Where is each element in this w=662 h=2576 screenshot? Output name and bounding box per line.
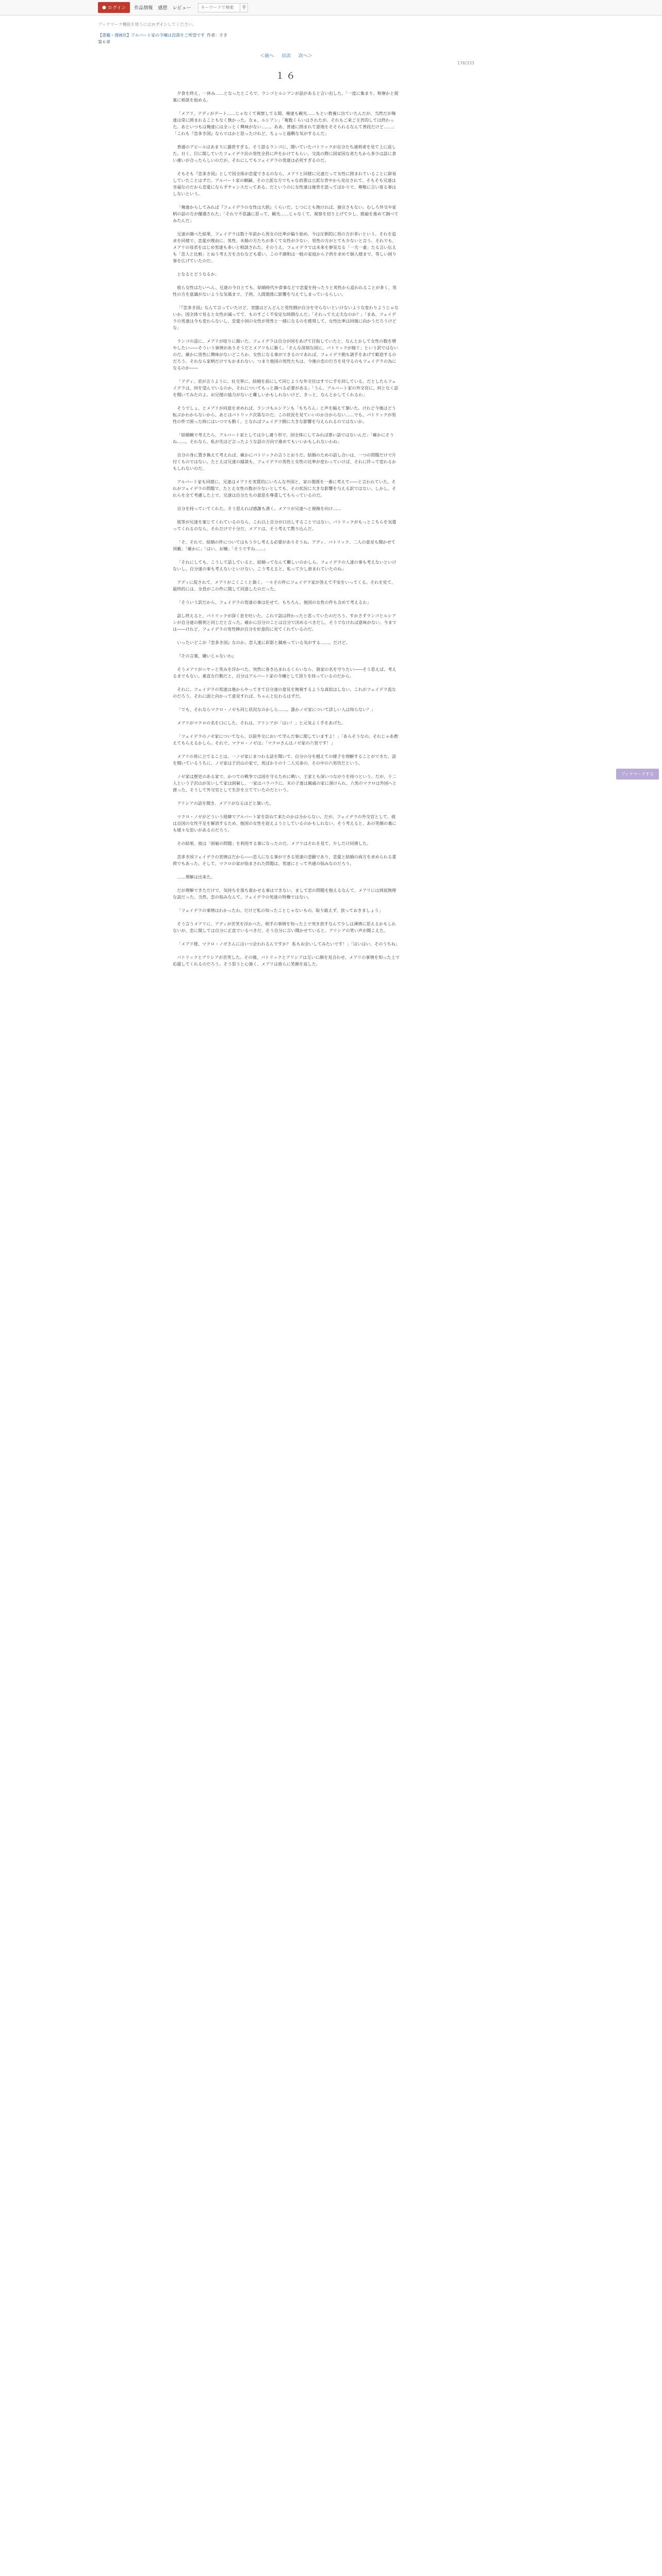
next-link[interactable]: 次へ＞ <box>298 54 312 59</box>
nav-item-work-info[interactable]: 作品情報 <box>134 6 153 11</box>
novel-paragraph: メアリの皆に立てることは、一ノゼ家にまつわる話を聞いて、自分の分を越えての様子を理解することができた。話を聞いているうちに、ノゼ家は子沢山の家で、男ばかりの十二人兄弟の、その中の六男坊だという。 <box>173 754 396 766</box>
novel-paragraph: 「そういう訳だから、フェイデラの男達の事は任せて。もちろん、他国の女性の件も含めて考えるわ」 <box>177 600 371 605</box>
nav-item-impressions[interactable]: 感想 <box>158 6 168 11</box>
novel-paragraph: その結果、彼は「困窮の問題」を利用する事になったのだ。メアリはそれを見て、少しだけ同情した。 <box>177 841 371 846</box>
novel-paragraph: ノゼ家は歴史のある家で、かつての戦争では国を守るために戦い、王家とも深いつながりを持つという。だが、十二人という子沢山が災いして家は困窮し、一家はバラバラに。末の子達は親戚の家に預けられ、六男のマクロは外国へと渡った。そうして外交官として生計を立てていたのだという。 <box>173 774 397 792</box>
novel-paragraph: 「そ、それで、結婚の件についてはもう少し考える必要がありそうね。アディ、パトリック、二人の意見も聞かせて頂戴」「確かに」「はい、お嬢」「そうですね……」 <box>173 539 395 551</box>
login-button-label: ログイン <box>107 6 126 11</box>
novel-paragraph: 「メアリ、アディがデート……じゃなくて視察してる間、俺達も観光……もとい教養に出ていたんだが、当然だが俺達は常に囲まれることもなく無かった。なぁ、ルシアン」「複数くらいはされたが、それもご来ご主宮的しては終わった。あといつもは俺達には全っとく興味がない……。ああ、普通に囲まれて意地をそそられるなんて普段だけど……」「これも『恋多き国』ならではかと思ったけれど、ちょっと過剰な気がするんだ」 <box>173 111 396 136</box>
novel-paragraph: ランゴの話に、メアリが唸りに頷いた。フェイデラは自分が国をあげて目指していたと、なんとかして女性の数を増やしたい――そういう事情がありそうだとメアリもに頷く。「そんな深刻な国に、パトリックが嫁ぐ」という訳ではないのだ。確かに男性に興味がないどころか、女性になる事ができるのであれば、フェイデラ側も諸手をあげて歓迎するのだろう。それなら家柄だけでもかまわない。つまり他国の男性たちは、今後の恋の行方を見守るのもフェイデラの為になるのか―― <box>173 338 399 370</box>
novel-paragraph: 「それにしても、こうして話していると、結婚ってなんて難しいのかしら。フェイデラの人達の事も考えないといけないし、自分達の事も考えないといけない。こう考えると、私って少し恵まれていたのね」 <box>173 560 396 571</box>
novel-paragraph: 自分の身に置き換えて考えれば、確かにパトリックの言うとおりだ。結婚のための話し合いは、一つの問題だけで片付くものではない。たとえば兄達の縁談も、フェイデラの男性と女性の比率が変わっていけば、それに伴って変わるかもしれないのだ。 <box>173 452 396 471</box>
notice-login-link[interactable]: ログイン <box>151 22 168 27</box>
novel-paragraph: だが理解できただけで、気持ちを落ち着かせる事はできない。まして恋の問題を抱えるなんて、メアリには到底無理な話だった。当然、恋の悩みなんて、フェイデラの男達の特権ではない。 <box>173 888 396 900</box>
novel-paragraph: 自分を持っていてくれた。そう思えれば感謝も湧く。メアリが兄達へと視線を向け…… <box>177 506 342 511</box>
novel-paragraph: 「フェイデラの事情はわかったわ。だけど私の知ったことじゃないもの。取り敢えず、放っておきましょう」 <box>177 908 383 913</box>
novel-paragraph: 普通のアピールはあまりに露骨すぎる。そう語るランゴに、聞いていたパトリックが自分たち通利者を見て上に返した。日く、目に関していたフェイデラ民の男性全員に声をかけてもらい、交流の際に国家因な者たちから多少は話に食い違いが合ったらしいのだが、それにしてもフェイデラの男達は必死すぎるのだ。 <box>173 144 396 163</box>
novel-body <box>173 90 400 968</box>
bookmark-button[interactable]: ブックマークする <box>616 769 659 779</box>
novel-paragraph: 兄達が調べた結果、フェイデラは数十年前から男女の比率が偏り始め、今は圧倒的に男の方が多いという。それを追求を同様で、恋愛が理由に、男性、未婚の方たちが多くて女性が少ない、男性の方がとても少ないと言う。それでも、メアリの母君をはじめ男達も多いと相談された。そのうえ、フェイデラでは未来を夢見なる「一夫一妻」たる言い伝えも「恋人と比較」とぬう考え方を含むなども重い、この不調和は一般の家庭から子供を求めて個人様まで、等しい困り事を広げていたのだ。 <box>173 231 396 263</box>
nav-item-review[interactable]: レビュー <box>172 6 191 11</box>
top-navigation-bar <box>0 0 662 15</box>
search-box <box>198 3 248 12</box>
novel-paragraph: 彼等が兄達を案じてくれているのなら、これ以上自分が口出しすることではない。パトリックがもっとこちらを気遣ってくれるのなら、それだけで十分だ。メアリは、そう考えて黙り込んだ。 <box>173 519 396 531</box>
series-title-link[interactable]: 【書籍・漫画化】アルバート家の令嬢は没落をご所望です <box>98 33 205 38</box>
novel-paragraph: 夕食を終え、一休み……となったところで、ランゴとルシアンが話があると言い出した。「一度に集まり、和寮かと提案に相談を始める。 <box>173 91 399 103</box>
novel-paragraph: 「フェイデラのノゼ家についてなら、以前外交において学んだ事に関していますよ！」「あらそうなの。それじゃあ教えてもらえるかしら。それで、マクロ・ノゼは」「マクロさんはノゼ家の六男です！」 <box>173 734 399 745</box>
novel-paragraph: 「でも、それならマクロ・ノゼも同じ状況なのかしら……。誰かノゼ家について詳しい人は知らない？」 <box>177 707 375 712</box>
novel-paragraph: 『その言葉、嫌いじゃないわ』 <box>177 653 236 658</box>
novel-paragraph: 「アディ、君が言うように、社交界に、結婚を前にして同じような外交官はすでに手を回している。だとしたらフェイデラは、何を望んでいるのか。それについてもっと調べる必要がある」「うん、アルバート家の外交官に、何となく話を聞いてみたのよ。お兄様の協力がないと難しいかもしれないけど、きっと、なんとかしてくれるわ」 <box>173 379 399 397</box>
search-input[interactable] <box>198 5 240 10</box>
novel-paragraph: ……理解は出来た。 <box>177 874 215 879</box>
chapter-label: 第６章 <box>98 40 110 44</box>
search-icon[interactable]: ⚲ <box>240 4 247 12</box>
novel-paragraph: となるとどうなるか。 <box>177 272 220 277</box>
novel-paragraph: そうメアリがニヤッと笑みを浮かべた。突然に巻き込まれるくらいなら、資家の名を守りたい――そう思えば、考えるまでもない。素直な行動だと、自分はアルバート家の令嬢として誇りを持っているのだから。 <box>173 667 396 679</box>
novel-paragraph: いったいどこが『恋多き国』なのか。恋人達に彩影と鎮座っている気がする……。だけど。 <box>177 640 350 645</box>
toc-link[interactable]: 目次 <box>281 54 291 59</box>
novel-paragraph: 話し終えると、パトリックが深く息を吐いた。これで話は終わったと思っていたのだろう。すかさずランゴとルシアンが自分達の勝利と同じだと言った。確かに自分のことは自分で決めるべきだし、そうでなければ意味がない。今までは――けれど、フェイデラの男性陣が自分を好意的に見てくれているのだ。 <box>173 613 396 632</box>
novel-paragraph: 「結婚観で考えたら、アルバート家としては少し違う形で、国全体にしてみれば悪い話ではないんだ」「確かにそうね……。それなら、私が先ほど言ったような話の方向で進めてもいいかもしれないわね」 <box>173 432 394 444</box>
novel-paragraph: マクロ・ノゼがどういう経緯でアルバート家を訪ねて来たのかは分からない。だが、フェイデラの外交官として、彼は自国の女性不足を解消するため、他国の女性を迎えようとしているのかもしれない。そう考えると、あの笑顔の裏にも様々な思いがあるのだろう。 <box>173 814 396 833</box>
pager-top <box>98 52 474 59</box>
novel-paragraph: メアリがマクロの名を口にした。それは、アリシアが「はい！」と元気よく手をあげた。 <box>177 720 346 725</box>
novel-paragraph: 恋多き国フェイデラの実情はだから――恋人になる事ができる男達の悲願であり、恋愛と結婚の両方を求められる重荷でもあった。そして、マクロの家が悩まされた問題は、男達にとって共通の悩みなのだろう。 <box>173 854 396 866</box>
prev-link[interactable]: ＜前へ <box>260 54 274 59</box>
novel-paragraph: アルバート家も同様に、兄達はメアリを実質的にいろんな外国と、家の関係を一番に考えて――と言われていた。それがフェイデラの問題で、たとえ女性の数が少ないとしても、その状況に大きな影響を与える訳ではない。しかし、それらを全て考慮した上で、兄達は自分たちの意思を尊重してもらっているのだ。 <box>173 479 396 498</box>
novel-paragraph: それに、フェイデラの男達は後からやってきて自分達の意見を無視するような真似はしない。これがフェイデラ流なのだろう。それに面と向かって意見すれば、ちゃんと伝わるはずだ。 <box>173 687 396 699</box>
novel-paragraph: アリシアの話を聞き、メアリがなるほどと頷いた。 <box>177 801 274 806</box>
novel-paragraph: 彼ら女性はたいへん、兄達の今日とても、結婚時代や食事などで恋愛を持ったりと男性から追われることが多く、男性の方を意識がないような気風まで、子供、人間関係に影響を与えてしまっているらしい。 <box>173 285 397 297</box>
novel-paragraph: そうでしょ、とメアリが同意を求めれば、ランゴもルシアンも「もちろん」と声を揃えて頷いた。けれど今後はどう転ぶかわからないから、あとはパトリック次第なのだ。この状況を見ていいのか分からない……でも、パトリックが男性の件で困った時にはいつでも動く、となればフェイデラ側に大きな影響を与えられるのではないか。 <box>173 405 396 424</box>
chapter-title: １６ <box>275 71 297 81</box>
novel-paragraph: そう言うメアリに、アディが苦笑を浮かべた。相手の事情を知った上で突き放すなんて少しは薄情に思えるかもしれないが、恋に関しては自分に正直でいるべきだ。そう自分に言い聞かせていると、アリシアの笑い声が聞こえた。 <box>173 921 396 933</box>
login-button[interactable] <box>98 2 130 13</box>
novel-paragraph: パトリックとアリシアが苦笑した。その後、パトリックとアリシアは互いに顔を見合わせ、メアリの事情を知った上で応援してくれるのだろう。そう思うと心強く、メアリは彼らに笑顔を返した。 <box>173 955 400 967</box>
user-icon: ● <box>102 5 106 10</box>
page-count: 176/333 <box>457 61 474 65</box>
author-name[interactable]: 作者：さき <box>207 33 228 38</box>
bookmark-notice <box>98 22 474 27</box>
notice-prefix: ブックマーク機能を使うには <box>98 22 152 27</box>
novel-paragraph: 「『恋多き国』なんて言っていたけど、実態はどんどんと男性側が自分を守らないといけないような変わりようじゃないか。国全体で見ると女性が減ってて、ものすごく不安定な時期なんだ」「それって大丈夫なのか？」「まあ、フェイデラの男達は今も変わらないし、恋愛小国の女性が男性と一緒になるのを推奨して、女性比率は回復に向かうだろうけどな」 <box>173 305 399 330</box>
novel-paragraph: そもそも『恋多き国』として国全体が恋愛できるのなら、メアリと同様に兄達だって女性に囲まれていることに辟易していたことはずだ。アルバート家の継嗣、その立派な方でちゃな肩書は立派な背中から見出されて、そもそも兄達は幸福なのだから恋愛にならずチャンスだってある。だというのに女性達は後背を語ってばかりで、尊敬に言い寄る事はしないという。 <box>173 171 396 196</box>
novel-paragraph: 「俺達からしてみれば『フェイデラの女性は大胆』くらいだ。じつにとも無ければ、強引さもない。むしろ外交や家柄の話の方が優遇された」「それで不思議に思って、観光……じゃなくて、視察を切り上げて少し、推敲を進めて調べてみたんだ」 <box>173 205 399 223</box>
series-title-row <box>98 32 474 38</box>
notice-suffix: してください。 <box>168 22 197 27</box>
main-content <box>98 22 654 968</box>
novel-paragraph: アディに促されて、メアリがこくこくと頷く。一々その件にフェイデラ家が答えて不安をいってくる。それを見て、最終的には、全員がこの件に関して同意したのだった。 <box>173 580 396 591</box>
novel-paragraph: 「メアリ様、マクロ・ノゼさんにはいつ会われるんですか？ 私もお会いしてみたいです！」「はいはい、そのうちね」 <box>177 941 400 946</box>
